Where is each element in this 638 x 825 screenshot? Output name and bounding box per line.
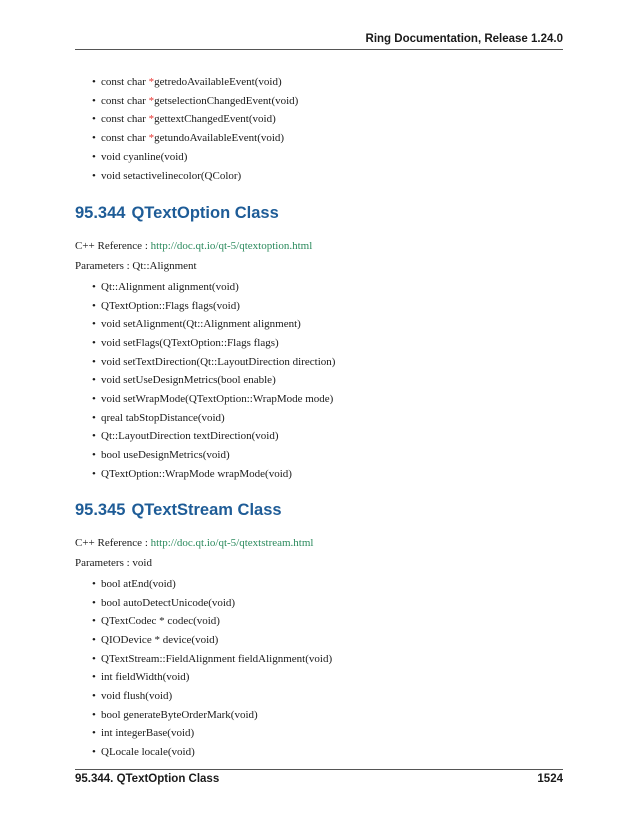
list-item: • Qt::LayoutDirection textDirection(void) (92, 430, 279, 442)
parameters: Parameters : Qt::Alignment (75, 260, 197, 272)
list-item: • QTextOption::Flags flags(void) (92, 300, 240, 312)
list-item: • bool atEnd(void) (92, 578, 176, 590)
list-item: • QTextStream::FieldAlignment fieldAlignment(void) (92, 653, 333, 665)
list-item: • QTextOption::WrapMode wrapMode(void) (92, 468, 292, 480)
list-item: • QTextCodec * codec(void) (92, 615, 220, 627)
list-item: • void setactivelinecolor(QColor) (92, 170, 242, 182)
item-text: void setactivelinecolor(QColor) (101, 170, 242, 182)
list-item: • int integerBase(void) (92, 727, 195, 739)
section-heading: 95.345 QTextStream Class (75, 501, 282, 519)
item-text: const char (101, 132, 149, 144)
list-item: • void setFlags(QTextOption::Flags flags) (92, 337, 279, 349)
list-item: • bool useDesignMetrics(void) (92, 449, 230, 461)
list-item: • QLocale locale(void) (92, 746, 195, 758)
reference-link[interactable]: http://doc.qt.io/qt-5/qtextstream.html (150, 537, 314, 549)
list-item: • const char *getredoAvailableEvent(void) (92, 76, 282, 88)
item-text: const char (101, 76, 149, 88)
list-item: • void setUseDesignMetrics(bool enable) (92, 374, 276, 386)
item-text: getundoAvailableEvent(void) (154, 132, 285, 144)
item-text: getselectionChangedEvent(void) (154, 95, 299, 107)
header-rule (75, 49, 563, 50)
pointer-star: * (148, 113, 155, 125)
item-text: const char (101, 113, 149, 125)
list-item: • bool generateByteOrderMark(void) (92, 709, 258, 721)
list-item: • void setAlignment(Qt::Alignment alignment) (92, 318, 301, 330)
list-item: • bool autoDetectUnicode(void) (92, 597, 236, 609)
list-item: • Qt::Alignment alignment(void) (92, 281, 239, 293)
list-item: • qreal tabStopDistance(void) (92, 412, 225, 424)
pointer-star: * (148, 76, 155, 88)
pointer-star: * (148, 95, 155, 107)
cpp-reference: C++ Reference : http://doc.qt.io/qt-5/qtextoption.html (75, 240, 313, 252)
list-item: • QIODevice * device(void) (92, 634, 219, 646)
running-header: Ring Documentation, Release 1.24.0 (365, 33, 563, 45)
item-text: gettextChangedEvent(void) (154, 113, 276, 125)
item-text: void cyanline(void) (101, 151, 188, 163)
reference-link[interactable]: http://doc.qt.io/qt-5/qtextoption.html (150, 240, 313, 252)
list-item: • const char *gettextChangedEvent(void) (92, 113, 276, 125)
section-heading: 95.344 QTextOption Class (75, 204, 279, 222)
list-item: • int fieldWidth(void) (92, 671, 190, 683)
pointer-star: * (148, 132, 155, 144)
item-text: const char (101, 95, 149, 107)
list-item: • const char *getselectionChangedEvent(void) (92, 95, 299, 107)
list-item: • void flush(void) (92, 690, 173, 702)
footer-rule (75, 769, 563, 770)
parameters: Parameters : void (75, 557, 152, 569)
item-text: getredoAvailableEvent(void) (154, 76, 282, 88)
list-item: • void setTextDirection(Qt::LayoutDirection direction) (92, 356, 336, 368)
running-footer (75, 773, 563, 785)
cpp-reference: C++ Reference : http://doc.qt.io/qt-5/qtextstream.html (75, 537, 314, 549)
footer-section: 95.344. QTextOption Class (75, 773, 220, 785)
list-item: • void cyanline(void) (92, 151, 188, 163)
list-item: • void setWrapMode(QTextOption::WrapMode mode) (92, 393, 334, 405)
page-number: 1524 (537, 773, 563, 785)
list-item: • const char *getundoAvailableEvent(void) (92, 132, 285, 144)
